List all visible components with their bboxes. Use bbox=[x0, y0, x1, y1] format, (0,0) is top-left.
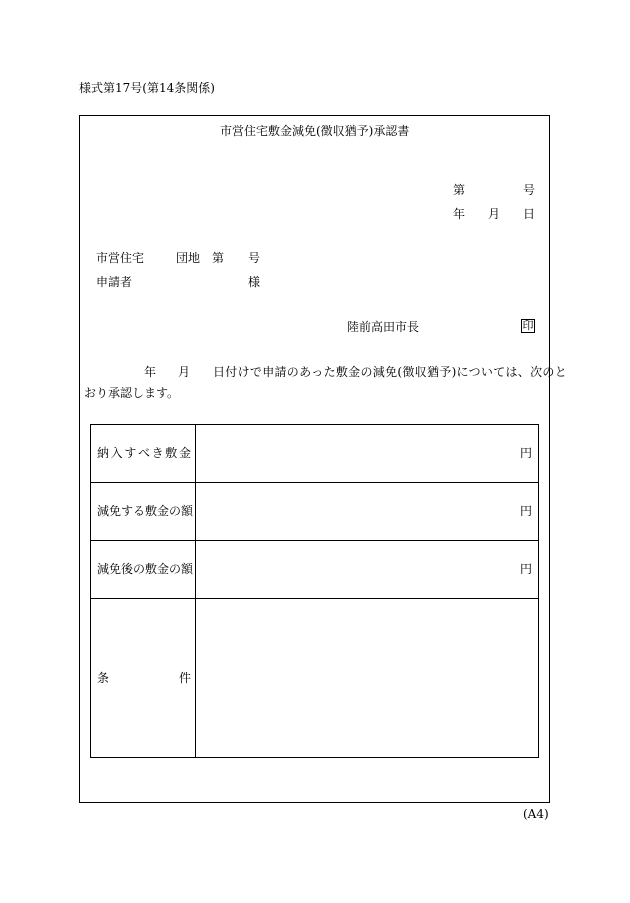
label-char: 件 bbox=[178, 671, 191, 685]
date-month: 月 bbox=[488, 207, 501, 221]
row-unit-yen: 円 bbox=[519, 504, 532, 518]
document-title: 市営住宅敷金減免(徴収猶予)承認書 bbox=[220, 124, 410, 138]
body-year: 年 bbox=[144, 365, 157, 379]
applicant-honorific: 様 bbox=[248, 275, 261, 289]
table-row-divider bbox=[91, 598, 538, 599]
label-char: す bbox=[124, 446, 137, 460]
label-char: 敷 bbox=[165, 446, 178, 460]
row-unit-yen: 円 bbox=[519, 562, 532, 576]
table-row-divider bbox=[91, 540, 538, 541]
row-label-reduction-amount: 減免する敷金の額 bbox=[97, 504, 194, 518]
doc-number-suffix: 号 bbox=[523, 183, 536, 197]
body-line1: 日付けで申請のあった敷金の減免(徴収猶予)については、次のと bbox=[213, 365, 568, 379]
housing-label: 市営住宅 bbox=[96, 251, 145, 265]
label-char: 入 bbox=[110, 446, 123, 460]
label-char: き bbox=[151, 446, 164, 460]
date-day: 日 bbox=[523, 207, 536, 221]
table-column-divider bbox=[195, 425, 196, 757]
body-month: 月 bbox=[178, 365, 191, 379]
form-number: 様式第17号(第14条関係) bbox=[79, 81, 215, 95]
table-row-divider bbox=[91, 482, 538, 483]
row-label-required-deposit bbox=[97, 446, 191, 460]
body-line2: おり承認します。 bbox=[84, 386, 180, 400]
row-label-conditions bbox=[97, 671, 191, 685]
issuer-name: 陸前高田市長 bbox=[347, 320, 420, 334]
details-table bbox=[90, 424, 539, 758]
label-char: 納 bbox=[97, 446, 110, 460]
row-label-after-reduction: 減免後の敷金の額 bbox=[97, 562, 194, 576]
label-char: べ bbox=[137, 446, 150, 460]
date-year: 年 bbox=[453, 207, 466, 221]
seal-mark: 印 bbox=[522, 319, 534, 332]
doc-number-prefix: 第 bbox=[453, 183, 466, 197]
paper-size: (A4) bbox=[523, 807, 549, 821]
label-char: 金 bbox=[178, 446, 191, 460]
housing-dai: 第 bbox=[212, 251, 225, 265]
label-char: 条 bbox=[97, 671, 110, 685]
housing-go: 号 bbox=[248, 251, 261, 265]
row-unit-yen: 円 bbox=[519, 446, 532, 460]
housing-danchi: 団地 bbox=[176, 251, 201, 265]
applicant-label: 申請者 bbox=[96, 275, 133, 289]
